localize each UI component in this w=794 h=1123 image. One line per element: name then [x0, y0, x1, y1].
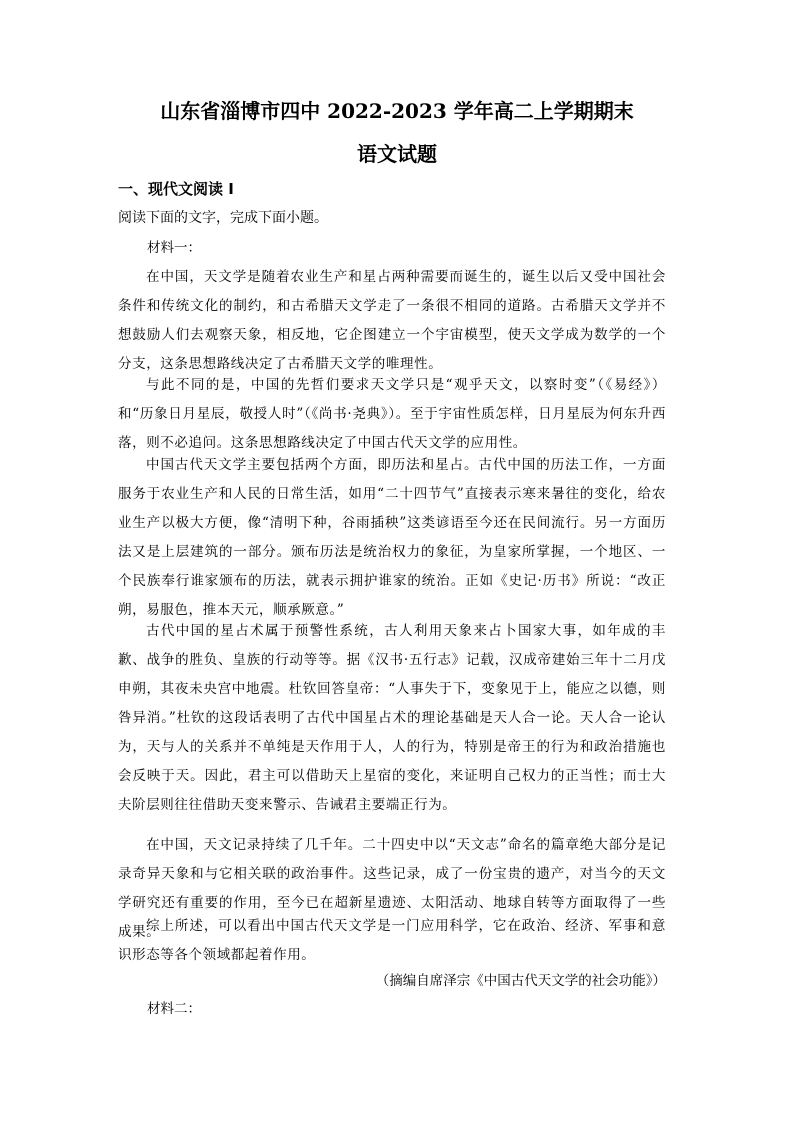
paragraph-5: 在中国，天文记录持续了几千年。二十四史中以“天文志”命名的篇章绝大部分是记录奇异天象和与它相关联的政治事件。这些记录，成了一份宝贵的遗产，对当今的天文学研究还有重要的作用，至今已在超新星遗迹、太阳活动、地球自转等方面取得了一些成果。	[118, 837, 666, 940]
section-heading: 一、现代文阅读 I	[118, 180, 234, 198]
document-subtitle: 语文试题	[357, 142, 437, 166]
paragraph-4: 古代中国的星占术属于预警性系统，古人利用天象来占卜国家大事，如年成的丰歉、战争的胜负、皇族的行动等等。据《汉书·五行志》记载，汉成帝建始三年十二月戊申朔，其夜未央宫中地震。杜钦回答皇帝：“人事失于下，变象见于上，能应之以德，则咎异消。”杜钦的这段话表明了古代中国星占术的理论基础是天人合一论。天人合一论认为，天与人的关系并不单纯是天作用于人，人的行为，特别是帝王的行为和政治措施也会反映于天。因此，君主可以借助天上星宿的变化，来证明自己权力的正当性；而士大夫阶层则往往借助天变来警示、告诫君主要端正行为。	[118, 623, 666, 813]
paragraph-3: 中国古代天文学主要包括两个方面，即历法和星占。古代中国的历法工作，一方面服务于农业生产和人民的日常生活，如用“二十四节气”直接表示寒来暑往的变化，给农业生产以极大方便，像“清明下种，谷雨插秧”这类谚语至今还在民间流行。另一方面历法又是上层建筑的一部分。颁布历法是统治权力的象征，为皇家所掌握，一个地区、一个民族奉行谁家颁布的历法，就表示拥护谁家的统治。正如《史记·历书》所说：“改正朔，易服色，推本天元，顺承厥意。”	[118, 457, 666, 618]
paragraph-2: 与此不同的是，中国的先哲们要求天文学只是“观乎天文，以察时变”（《易经》）和“历象日月星辰，敬授人时”（《尚书·尧典》）。至于宇宙性质怎样，日月星辰为何东升西落，则不必追问。这条思想路线决定了中国古代天文学的应用性。	[118, 377, 666, 451]
material-one-label: 材料一：	[147, 240, 201, 256]
paragraph-1: 在中国，天文学是随着农业生产和星占两种需要而诞生的，诞生以后又受中国社会条件和传统文化的制约，和古希腊天文学走了一条很不相同的道路。古希腊天文学并不想鼓励人们去观察天象，相反地，它企图建立一个宇宙模型，使天文学成为数学的一个分支，这条思想路线决定了古希腊天文学的唯理性。	[118, 269, 666, 372]
source-citation: （摘编自席泽宗《中国古代天文学的社会功能》）	[375, 973, 666, 989]
paragraph-6: 综上所述，可以看出中国古代天文学是一门应用科学，它在政治、经济、军事和意识形态等各个领域都起着作用。	[118, 918, 666, 963]
reading-instruction: 阅读下面的文字，完成下面小题。	[118, 210, 328, 226]
material-two-label: 材料二：	[147, 1001, 201, 1017]
document-title: 山东省淄博市四中 2022-2023 学年高二上学期期末	[160, 99, 634, 123]
